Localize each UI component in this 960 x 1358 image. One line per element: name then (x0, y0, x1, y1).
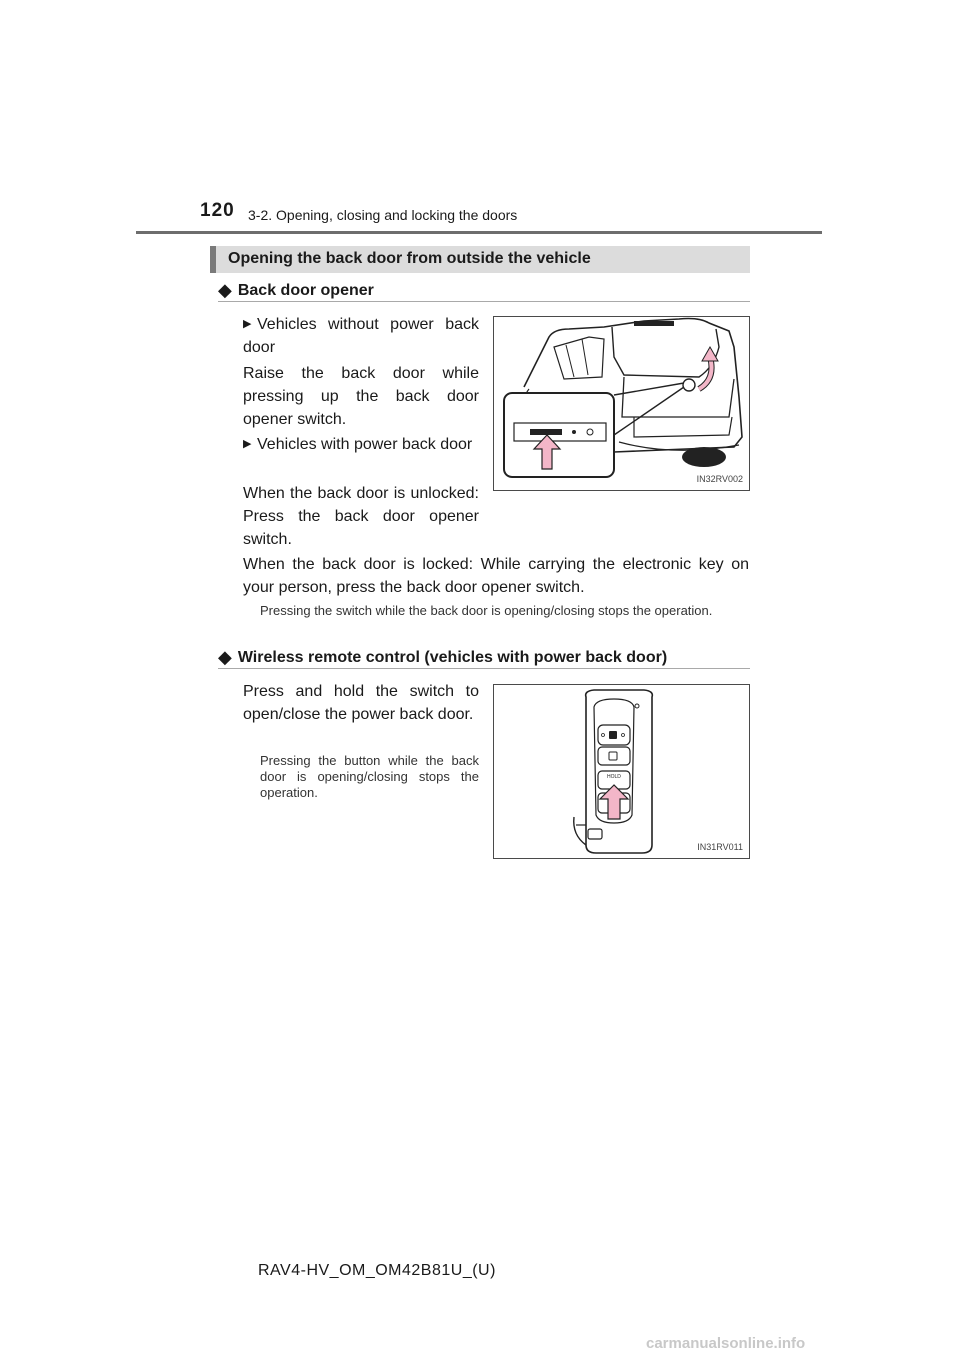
figure-key-fob (493, 684, 750, 859)
back-door-illustration (494, 317, 749, 490)
bullet-with-power: ▶ Vehicles with power back door (243, 433, 479, 456)
watermark: carmanualsonline.info (646, 1335, 806, 1352)
subheading-wireless-remote (218, 647, 667, 668)
footer-doc-code: RAV4-HV_OM_OM42B81U_(U) (258, 1262, 496, 1279)
text-locked: When the back door is locked: While carrying the electronic key on your person, press the back door opener switch. (243, 556, 749, 596)
header-rule (136, 231, 822, 234)
key-fob-illustration (494, 685, 749, 858)
running-header: 3-2. Opening, closing and locking the doors (248, 207, 518, 223)
text-with-power: When the back door is unlocked: Press the back door opener switch. (243, 485, 479, 548)
triangle-right-icon: ▶ (243, 318, 252, 330)
section-title: Opening the back door from outside the vehicle (228, 250, 591, 267)
section-title-bar (210, 246, 750, 273)
triangle-right-icon: ▶ (243, 438, 252, 450)
subheading-back-door-opener (218, 280, 374, 301)
diamond-icon: ◆ (218, 647, 232, 667)
text-wireless-remote: Press and hold the switch to open/close the power back door. (243, 683, 479, 723)
subheading-text: Back door opener (237, 282, 374, 299)
figure-back-door (493, 316, 750, 491)
note-back-door-opener: Pressing the switch while the back door is opening/closing stops the operation. (260, 603, 713, 618)
subheading-rule (218, 301, 750, 302)
figure-code: IN31RV011 (697, 842, 743, 852)
figure-code: IN32RV002 (696, 474, 743, 484)
subheading-text: Wireless remote control (vehicles with power back door) (237, 649, 668, 666)
subheading-rule (218, 668, 750, 669)
bullet-without-power: ▶ Vehicles without power back door (243, 313, 479, 359)
diamond-icon: ◆ (218, 280, 232, 300)
page-number: 120 (200, 200, 235, 221)
text-without-power: Raise the back door while pressing up the back door opener switch. (243, 365, 479, 428)
note-wireless-remote: Pressing the button while the back door is opening/closing stops the operation. (260, 753, 479, 800)
hold-label: HOLD (607, 774, 621, 780)
